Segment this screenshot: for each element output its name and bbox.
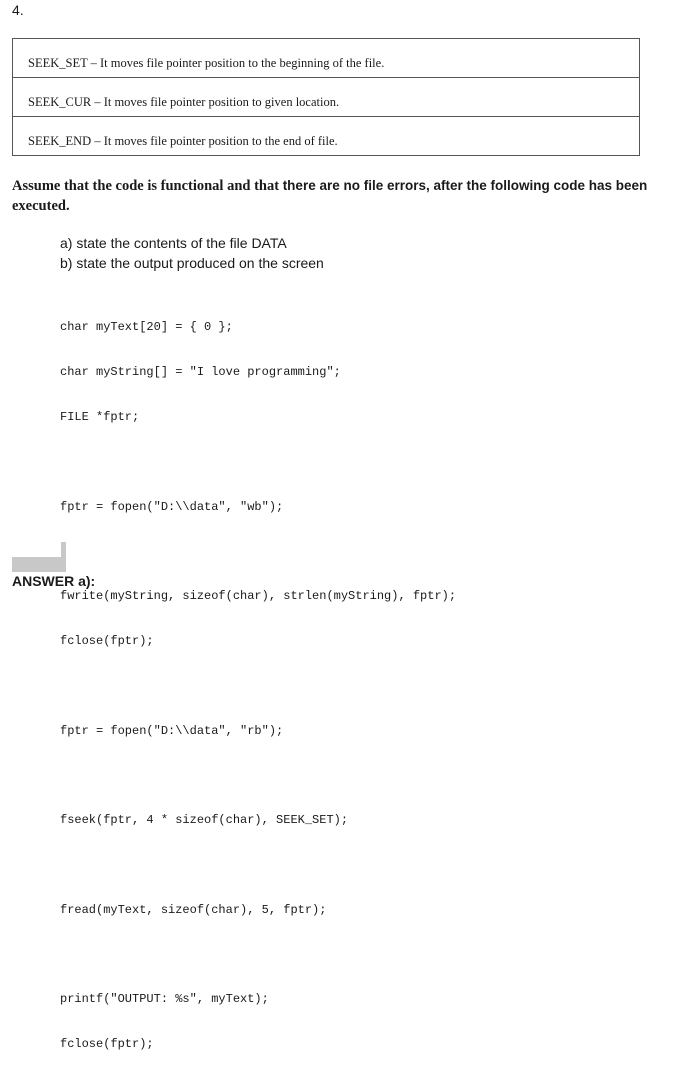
code-line: printf("OUTPUT: %s", myText); xyxy=(60,992,269,1006)
code-line: char myString[] = "I love programming"; xyxy=(60,365,341,379)
table-row xyxy=(13,78,640,117)
code-line: fptr = fopen("D:\\data", "rb"); xyxy=(60,723,284,738)
answer-box-marker xyxy=(61,542,66,558)
code-line: fclose(fptr); xyxy=(60,634,154,648)
code-blank-line xyxy=(60,858,456,873)
part-a: a) state the contents of the file DATA xyxy=(60,235,287,251)
code-blank-line xyxy=(60,545,456,560)
prompt-part-2: there are no file errors, after the following code has been xyxy=(282,178,648,193)
seek-cur-text: SEEK_CUR – It moves file pointer position to given location. xyxy=(28,94,340,109)
answer-box-highlight xyxy=(12,557,66,572)
code-blank-line xyxy=(60,948,456,963)
table-row xyxy=(13,117,640,156)
seek-set-cell xyxy=(13,39,640,78)
code-blank-line xyxy=(60,455,456,470)
code-line: fwrite(myString, sizeof(char), strlen(myString), fptr); xyxy=(60,589,457,603)
question-parts xyxy=(60,233,324,273)
part-b: b) state the output produced on the screen xyxy=(60,255,324,271)
seek-end-text: SEEK_END – It moves file pointer position to the end of file. xyxy=(28,133,338,148)
table-row xyxy=(13,39,640,78)
code-block xyxy=(60,290,456,1067)
code-line: fseek(fptr, 4 * sizeof(char), SEEK_SET); xyxy=(60,813,349,827)
prompt-part-1: Assume that the code is functional and that xyxy=(12,178,283,194)
seek-cur-cell xyxy=(13,78,640,117)
code-line: FILE *fptr; xyxy=(60,410,140,424)
question-number: 4. xyxy=(12,2,24,18)
code-line: char myText[20] = { 0 }; xyxy=(60,320,233,334)
seek-end-cell xyxy=(13,117,640,156)
code-blank-line xyxy=(60,769,456,784)
code-line: fclose(fptr); xyxy=(60,1037,154,1051)
seek-set-text: SEEK_SET – It moves file pointer position to the beginning of the file. xyxy=(28,55,385,70)
answer-a-label: ANSWER a): xyxy=(12,573,96,589)
code-line: fptr = fopen("D:\\data", "wb"); xyxy=(60,499,284,514)
code-line: fread(myText, sizeof(char), 5, fptr); xyxy=(60,902,327,917)
seek-origin-table xyxy=(12,38,640,156)
prompt-part-3: executed. xyxy=(12,197,70,214)
question-prompt xyxy=(12,176,652,216)
code-blank-line xyxy=(60,679,456,694)
